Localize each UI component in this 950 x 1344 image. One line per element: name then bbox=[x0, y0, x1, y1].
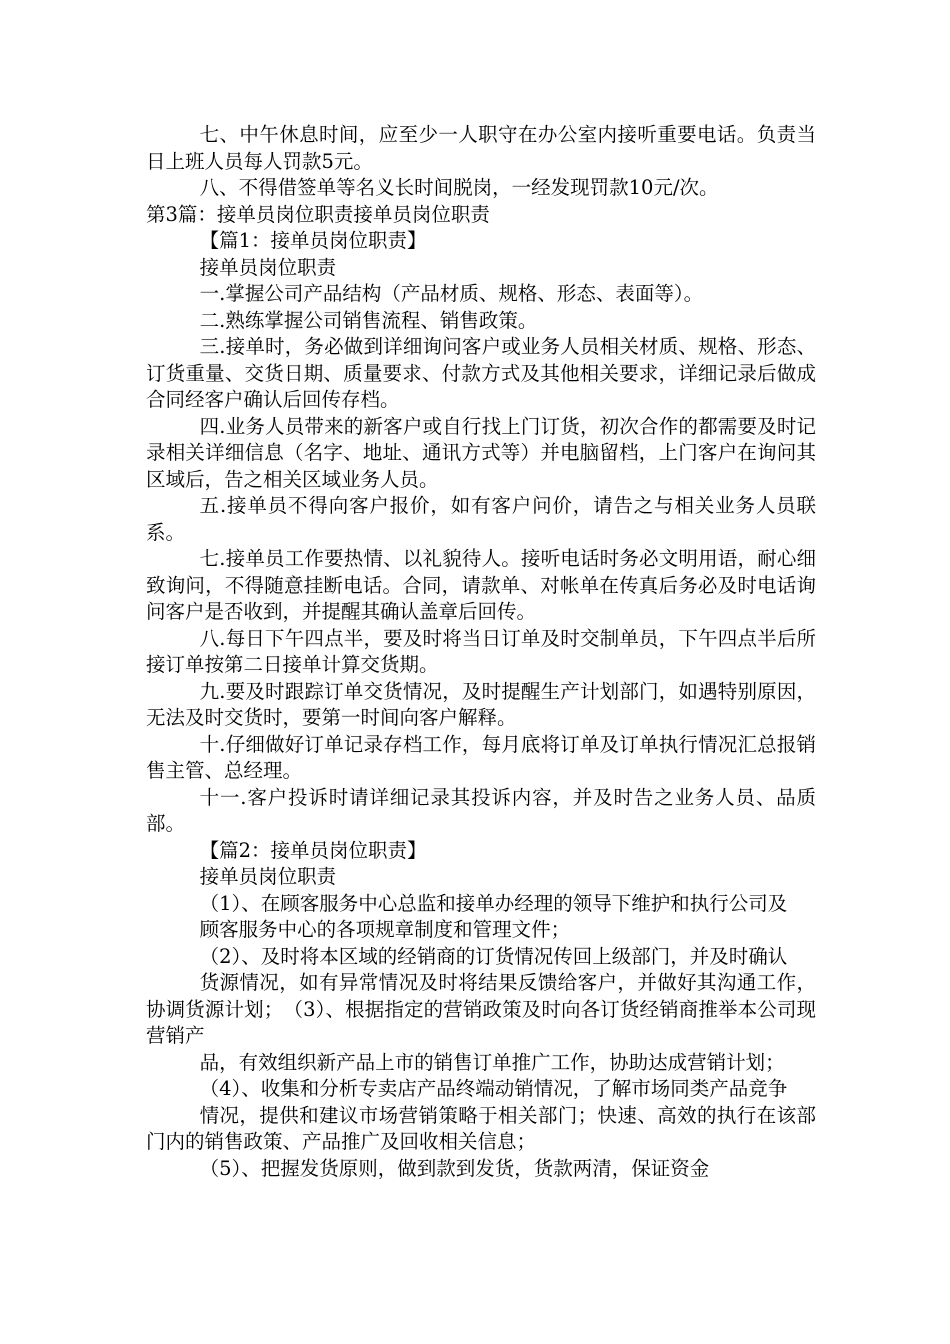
duty-item-11: 十一.客户投诉时请详细记录其投诉内容，并及时告之业务人员、品质部。 bbox=[146, 785, 816, 835]
article-1-title: 【篇1：接单员岗位职责】 bbox=[199, 229, 427, 252]
duty-item-10: 十.仔细做好订单记录存档工作，每月底将订单及订单执行情况汇总报销售主管、总经理。 bbox=[146, 732, 816, 782]
duty-item-4: 四.业务人员带来的新客户或自行找上门订货，初次合作的都需要及时记录相关详细信息（名字、地址、通讯方式等）并电脑留档，上门客户在询问其区域后，告之相关区域业务人员。 bbox=[146, 414, 816, 491]
section-heading: 第3篇：接单员岗位职责接单员岗位职责 bbox=[146, 202, 490, 226]
paragraph-rule-7: 七、中午休息时间，应至少一人职守在办公室内接听重要电话。负责当日上班人员每人罚款5元。 bbox=[146, 123, 816, 173]
duty-item-8: 八.每日下午四点半，要及时将当日订单及时交制单员，下午四点半后所接订单按第二日接单计算交货期。 bbox=[146, 626, 816, 676]
numbered-item-5: （5）、把握发货原则，做到款到发货，货款两清，保证资金 bbox=[199, 1156, 710, 1180]
numbered-item-3-continued: 品，有效组织新产品上市的销售订单推广工作，协助达成营销计划； bbox=[199, 1050, 785, 1074]
duty-item-9: 九.要及时跟踪订单交货情况，及时提醒生产计划部门，如遇特别原因，无法及时交货时，要第一时间向客户解释。 bbox=[146, 679, 816, 729]
duty-item-1: 一.掌握公司产品结构（产品材质、规格、形态、表面等）。 bbox=[199, 282, 704, 305]
duty-item-7: 七.接单员工作要热情、以礼貌待人。接听电话时务必文明用语，耐心细致询问，不得随意挂断电话。合同，请款单、对帐单在传真后务必及时电话询问客户是否收到，并提醒其确认盖章后回传。 bbox=[146, 547, 816, 623]
article-2-subtitle: 接单员岗位职责 bbox=[199, 865, 337, 888]
numbered-item-4: （4）、收集和分析专卖店产品终端动销情况，了解市场同类产品竞争 bbox=[199, 1077, 788, 1100]
numbered-item-2-continued: 货源情况，如有异常情况及时将结果反馈给客户，并做好其沟通工作，协调货源计划； （3）、根据指定的营销政策及时向各订货经销商推举本公司现营销产 bbox=[146, 971, 816, 1047]
article-2-title: 【篇2：接单员岗位职责】 bbox=[199, 838, 427, 862]
numbered-item-1-continued: 顾客服务中心的各项规章制度和管理文件； bbox=[199, 918, 571, 941]
paragraph-rule-8: 八、不得借签单等名义长时间脱岗，一经发现罚款10元/次。 bbox=[199, 176, 719, 199]
duty-item-3: 三.接单时，务必做到详细询问客户或业务人员相关材质、规格、形态、订货重量、交货日期、质量要求、付款方式及其他相关要求，详细记录后做成合同经客户确认后回传存档。 bbox=[146, 335, 816, 411]
document-body bbox=[146, 122, 816, 1182]
article-1-subtitle: 接单员岗位职责 bbox=[199, 255, 337, 279]
duty-item-5: 五.接单员不得向客户报价，如有客户问价，请告之与相关业务人员联系。 bbox=[146, 494, 816, 544]
numbered-item-1: （1）、在顾客服务中心总监和接单办经理的领导下维护和执行公司及 bbox=[199, 891, 788, 915]
numbered-item-4-continued: 情况，提供和建议市场营销策略于相关部门；快速、高效的执行在该部门内的销售政策、产品推广及回收相关信息； bbox=[146, 1103, 816, 1153]
duty-item-2: 二.熟练掌握公司销售流程、销售政策。 bbox=[199, 308, 538, 332]
numbered-item-2: （2）、及时将本区域的经销商的订货情况传回上级部门，并及时确认 bbox=[199, 944, 788, 968]
